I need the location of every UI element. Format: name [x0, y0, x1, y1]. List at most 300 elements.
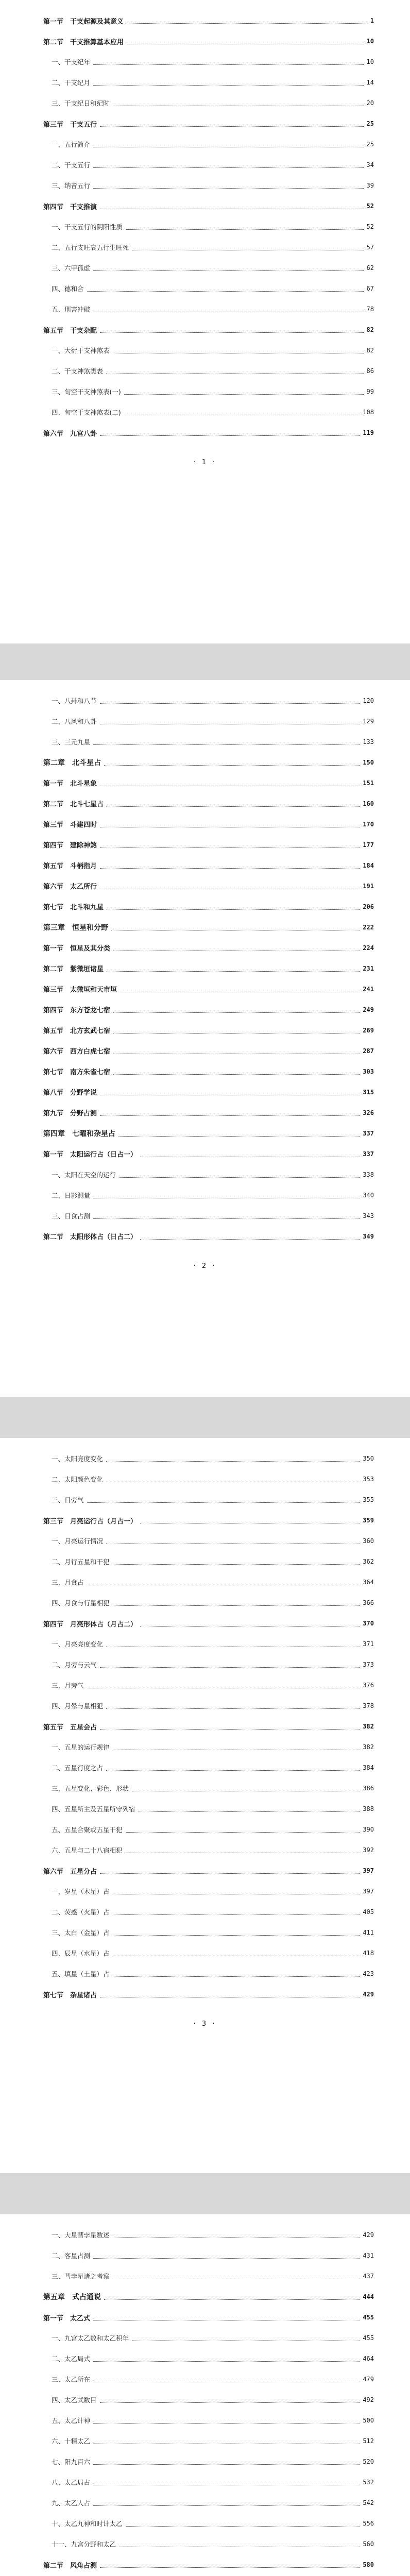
toc-entry-page-number: 388 — [363, 1805, 374, 1813]
toc-entry-title: 二、干支神煞类表 — [52, 367, 104, 375]
leader-dots — [106, 1455, 360, 1462]
toc-entry-title: 八、太乙局占 — [52, 2479, 91, 2487]
leader-dots — [127, 38, 364, 44]
toc-entry-title: 第六节 五星分占 — [43, 1868, 97, 1876]
toc-entry[interactable] — [43, 1211, 374, 1221]
toc-entry[interactable] — [43, 160, 374, 170]
toc-entry[interactable] — [43, 263, 374, 273]
toc-entry-title: 第五节 斗柄指月 — [43, 862, 97, 871]
toc-entry-page-number: 370 — [363, 1620, 374, 1628]
toc-entry-title: 五、刑害冲破 — [52, 306, 91, 313]
toc-entry-page-number: 303 — [363, 1067, 374, 1075]
toc-entry-page-number: 231 — [363, 964, 374, 972]
toc-entry-page-number: 390 — [363, 1826, 374, 1834]
leader-dots — [132, 2335, 360, 2341]
toc-entry-page-number: 353 — [363, 1476, 374, 1483]
leader-dots — [107, 904, 360, 910]
toc-entry[interactable] — [43, 2271, 374, 2281]
toc-entry[interactable] — [43, 943, 374, 953]
toc-entry[interactable] — [43, 1742, 374, 1752]
toc-entry-page-number: 364 — [363, 1579, 374, 1586]
toc-entry-page-number: 119 — [363, 429, 374, 436]
toc-entry[interactable] — [43, 963, 374, 974]
toc-entry[interactable] — [43, 716, 374, 726]
toc-entry-page-number: 129 — [363, 717, 374, 725]
leader-dots — [113, 1744, 360, 1750]
leader-dots — [93, 739, 360, 745]
toc-entry-title: 一、大星彗孛星数述 — [52, 2231, 110, 2240]
toc-entry[interactable] — [43, 77, 374, 88]
leader-dots — [113, 1048, 360, 1054]
leader-dots — [100, 698, 360, 704]
toc-entry[interactable] — [43, 428, 374, 438]
toc-entry[interactable] — [43, 366, 374, 376]
toc-entry-page-number: 150 — [363, 758, 374, 766]
leader-dots — [93, 141, 364, 147]
leader-dots — [87, 285, 364, 292]
leader-dots — [100, 1110, 360, 1116]
toc-entry-page-number: 10 — [366, 38, 374, 45]
toc-entry-title: 一、干支五行的阴阳性质 — [52, 223, 123, 231]
toc-entry-page-number: 224 — [363, 944, 374, 952]
leader-dots — [113, 945, 360, 951]
toc-entry[interactable] — [43, 2374, 374, 2384]
toc-entry-page-number: 397 — [363, 1888, 374, 1895]
toc-entry[interactable] — [43, 1536, 374, 1546]
toc-entry-title: 三、太白（金星）占 — [52, 1929, 110, 1937]
toc-entry-title: 三、旬空干支神煞表(一) — [52, 388, 121, 396]
toc-entry-title: 二、八风和八卦 — [52, 717, 97, 725]
toc-entry-title: 五、太乙计神 — [52, 2417, 91, 2425]
toc-entry-page-number: 360 — [363, 1537, 374, 1545]
toc-entry[interactable] — [43, 1005, 374, 1015]
toc-entry-title: 四、旬空干支神煞表(二) — [52, 409, 121, 416]
toc-entry[interactable] — [43, 1989, 374, 1999]
toc-entry[interactable] — [43, 2230, 374, 2240]
toc-entry[interactable] — [43, 2560, 374, 2570]
toc-entry-page-number: 326 — [363, 1109, 374, 1116]
toc-entry-title: 第七节 南方朱雀七宿 — [43, 1069, 111, 1077]
toc-entry-page-number: 384 — [363, 1764, 374, 1772]
toc-entry-page-number: 392 — [363, 1846, 374, 1854]
leader-dots — [113, 1007, 360, 1013]
toc-entry[interactable] — [43, 2415, 374, 2426]
toc-entry-page-number: 520 — [363, 2458, 374, 2466]
toc-entry-title: 四、月晕与星相犯 — [52, 1702, 104, 1710]
toc-entry[interactable] — [43, 1453, 374, 1464]
toc-entry[interactable] — [43, 1128, 374, 1139]
toc-entry-page-number: 580 — [363, 2561, 374, 2569]
toc-entry-page-number: 418 — [363, 1950, 374, 1957]
toc-entry-title: 三、月旁气 — [52, 1682, 84, 1690]
page-number-footer: · 2 · — [193, 1262, 217, 1270]
toc-entry-page-number: 343 — [363, 1212, 374, 1219]
toc-entry[interactable] — [43, 778, 374, 788]
toc-entry-page-number: 170 — [363, 820, 374, 828]
leader-dots — [100, 862, 360, 869]
toc-entry-title: 三、日旁气 — [52, 1496, 84, 1504]
toc-entry[interactable] — [43, 1762, 374, 1773]
toc-entry-page-number: 378 — [363, 1702, 374, 1710]
toc-entry[interactable] — [43, 1701, 374, 1711]
leader-dots — [119, 2541, 360, 2547]
toc-entry-page-number: 366 — [363, 1599, 374, 1607]
toc-entry[interactable] — [43, 1087, 374, 1097]
toc-entry-title: 第六节 西方白虎七宿 — [43, 1048, 111, 1056]
toc-entry-title: 三、三元九星 — [52, 738, 91, 746]
toc-entry[interactable] — [43, 2456, 374, 2467]
toc-entry[interactable] — [43, 819, 374, 829]
toc-entry-title: 四、太乙式数目 — [52, 2396, 97, 2404]
toc-entry-title: 第四章 七曜和杂星占 — [43, 1129, 115, 1138]
toc-entry[interactable] — [43, 757, 374, 768]
leader-dots — [113, 1027, 360, 1033]
toc-entry-page-number: 133 — [363, 738, 374, 745]
leader-dots — [100, 2562, 360, 2568]
toc-entry[interactable] — [43, 283, 374, 294]
leader-dots — [100, 780, 360, 786]
toc-entry[interactable] — [43, 1066, 374, 1077]
toc-entry-page-number: 492 — [363, 2396, 374, 2404]
toc-entry[interactable] — [43, 2250, 374, 2261]
toc-entry-page-number: 206 — [363, 903, 374, 910]
leader-dots — [111, 924, 360, 930]
toc-entry[interactable] — [43, 407, 374, 417]
leader-dots — [132, 1785, 360, 1791]
leader-dots — [106, 1476, 360, 1482]
toc-entry[interactable] — [43, 1046, 374, 1056]
toc-entry[interactable] — [43, 1495, 374, 1505]
leader-dots — [106, 1641, 360, 1647]
toc-entry-page-number: 269 — [363, 1026, 374, 1034]
toc-entry[interactable] — [43, 15, 374, 26]
leader-dots — [93, 2459, 360, 2465]
toc-entry[interactable] — [43, 881, 374, 891]
toc-entry-page-number: 177 — [363, 841, 374, 849]
leader-dots — [93, 1213, 360, 1219]
leader-dots — [140, 1517, 360, 1523]
toc-entry-page-number: 382 — [363, 1723, 374, 1731]
toc-entry-title: 二、客星占测 — [52, 2252, 91, 2260]
toc-entry-title: 一、干支纪年 — [52, 58, 91, 66]
toc-entry-title: 第九节 分野占测 — [43, 1110, 97, 1118]
toc-entry[interactable] — [43, 2539, 374, 2549]
toc-entry[interactable] — [43, 222, 374, 232]
toc-entry-page-number: 315 — [363, 1088, 374, 1096]
toc-entry-page-number: 78 — [366, 306, 374, 313]
leader-dots — [127, 18, 367, 24]
toc-entry-page-number: 337 — [363, 1129, 374, 1137]
leader-dots — [93, 2479, 360, 2485]
leader-dots — [93, 1192, 360, 1198]
toc-entry-page-number: 52 — [366, 202, 374, 210]
leader-dots — [140, 1233, 360, 1240]
page-number-footer: · 1 · — [193, 459, 217, 466]
leader-dots — [93, 2252, 360, 2259]
toc-entry-page-number: 437 — [363, 2273, 374, 2280]
toc-entry-page-number: 151 — [363, 779, 374, 787]
toc-entry-page-number: 20 — [366, 99, 374, 107]
leader-dots — [100, 430, 360, 436]
toc-entry[interactable] — [43, 1474, 374, 1484]
toc-entry[interactable] — [43, 2436, 374, 2446]
toc-entry[interactable] — [43, 2353, 374, 2364]
toc-entry[interactable] — [43, 1515, 374, 1526]
toc-entry-title: 三、月食占 — [52, 1579, 84, 1587]
toc-entry[interactable] — [43, 902, 374, 912]
leader-dots — [100, 842, 360, 848]
toc-entry[interactable] — [43, 1170, 374, 1180]
leader-dots — [93, 265, 364, 271]
toc-entry-page-number: 560 — [363, 2540, 374, 2548]
toc-entry[interactable] — [43, 386, 374, 397]
toc-entry-title: 七、阳九百六 — [52, 2458, 91, 2466]
toc-entry-title: 三、六甲孤虚 — [52, 264, 91, 272]
toc-entry-title: 第二节 风角占测 — [43, 2562, 97, 2570]
toc-page — [0, 0, 410, 643]
toc-entry[interactable] — [43, 242, 374, 252]
toc-entry-title: 第三节 月亮运行占（月占一） — [43, 1517, 138, 1526]
toc-entry[interactable] — [43, 139, 374, 149]
toc-entry[interactable] — [43, 2292, 374, 2302]
leader-dots — [93, 182, 364, 189]
toc-entry[interactable] — [43, 1598, 374, 1608]
toc-entry-page-number: 371 — [363, 1640, 374, 1648]
toc-entry-title: 第八节 分野学说 — [43, 1089, 97, 1097]
toc-entry-title: 二、干支五行 — [52, 161, 91, 169]
toc-entry-page-number: 359 — [363, 1517, 374, 1524]
toc-entry-page-number: 500 — [363, 2417, 374, 2425]
leader-dots — [113, 347, 364, 353]
leader-dots — [126, 1826, 360, 1833]
toc-entry[interactable] — [43, 98, 374, 108]
toc-entry-title: 第七节 杂星诸占 — [43, 1991, 97, 1999]
toc-entry-title: 三、彗孛星诸之考察 — [52, 2273, 110, 2281]
toc-entry[interactable] — [43, 2312, 374, 2323]
toc-entry[interactable] — [43, 1845, 374, 1855]
leader-dots — [113, 1600, 360, 1606]
toc-entry[interactable] — [43, 1577, 374, 1587]
toc-entry-page-number: 355 — [363, 1496, 374, 1504]
toc-entry-title: 一、五星的运行规律 — [52, 1743, 110, 1752]
leader-dots — [139, 1806, 360, 1812]
leader-dots — [119, 1172, 360, 1178]
toc-entry-title: 一、五行简介 — [52, 141, 91, 148]
toc-entry-page-number: 411 — [363, 1929, 374, 1937]
toc-entry[interactable] — [43, 2395, 374, 2405]
leader-dots — [106, 368, 364, 374]
leader-dots — [100, 203, 364, 209]
toc-entry[interactable] — [43, 1927, 374, 1938]
toc-entry-title: 第四节 东方苍龙七宿 — [43, 1007, 111, 1015]
toc-entry-title: 二、太阳颜色变化 — [52, 1476, 104, 1484]
toc-entry-page-number: 429 — [363, 2231, 374, 2239]
toc-entry-title: 第四节 干支推演 — [43, 203, 97, 211]
toc-entry-page-number: 191 — [363, 882, 374, 890]
toc-entry[interactable] — [43, 1804, 374, 1814]
leader-dots — [113, 1950, 360, 1956]
toc-entry[interactable] — [43, 1969, 374, 1979]
toc-entry-title: 二、太乙局式 — [52, 2355, 91, 2363]
toc-entry-page-number: 542 — [363, 2499, 374, 2507]
toc-entry-page-number: 25 — [366, 120, 374, 127]
leader-dots — [107, 965, 360, 972]
leader-dots — [93, 59, 364, 65]
toc-entry[interactable] — [43, 1025, 374, 1036]
leader-dots — [140, 1620, 360, 1626]
toc-entry-page-number: 512 — [363, 2437, 374, 2445]
toc-entry[interactable] — [43, 2518, 374, 2529]
toc-entry[interactable] — [43, 180, 374, 191]
leader-dots — [100, 718, 360, 724]
toc-entry[interactable] — [43, 201, 374, 211]
toc-entry-title: 五、五星合聚或五星干犯 — [52, 1826, 123, 1834]
toc-entry-page-number: 25 — [366, 141, 374, 148]
toc-entry-title: 二、月行五星和干犯 — [52, 1558, 110, 1566]
toc-entry[interactable] — [43, 1721, 374, 1732]
toc-entry[interactable] — [43, 1824, 374, 1835]
toc-entry-title: 第五章 式占通说 — [43, 2293, 101, 2302]
toc-entry-page-number: 34 — [366, 161, 374, 168]
toc-entry-title: 第二节 北斗七星占 — [43, 801, 104, 809]
toc-entry[interactable] — [43, 1639, 374, 1649]
toc-entry[interactable] — [43, 1149, 374, 1159]
leader-dots — [113, 100, 364, 106]
toc-entry[interactable] — [43, 1556, 374, 1567]
toc-entry[interactable] — [43, 1190, 374, 1200]
toc-entry-title: 第一节 恒星及其分类 — [43, 945, 111, 953]
leader-dots — [113, 2273, 360, 2279]
toc-entry[interactable] — [43, 1907, 374, 1917]
toc-entry-title: 一、太阳亮度变化 — [52, 1455, 104, 1463]
toc-entry[interactable] — [43, 57, 374, 67]
toc-entry-page-number: 86 — [366, 367, 374, 375]
leader-dots — [100, 821, 360, 827]
toc-entry-title: 二、五星行度之占 — [52, 1764, 104, 1772]
toc-entry-title: 十一、九宫分野和太乙 — [52, 2540, 116, 2549]
toc-entry[interactable] — [43, 1108, 374, 1118]
toc-entry-title: 一、八卦和八节 — [52, 697, 97, 705]
leader-dots — [100, 327, 364, 333]
toc-entry[interactable] — [43, 840, 374, 850]
toc-entry-page-number: 479 — [363, 2376, 374, 2383]
leader-dots — [93, 306, 364, 312]
toc-entry-page-number: 82 — [366, 347, 374, 354]
leader-dots — [113, 1909, 360, 1915]
toc-entry-page-number: 184 — [363, 861, 374, 869]
leader-dots — [113, 1069, 360, 1075]
toc-entry[interactable] — [43, 118, 374, 129]
leader-dots — [87, 1579, 360, 1585]
toc-entry-title: 四、五星所主及五星所守列宿 — [52, 1805, 135, 1814]
toc-entry-page-number: 464 — [363, 2355, 374, 2363]
toc-entry[interactable] — [43, 696, 374, 706]
toc-entry[interactable] — [43, 1618, 374, 1629]
toc-entry-page-number: 241 — [363, 985, 374, 993]
toc-entry[interactable] — [43, 1659, 374, 1670]
toc-entry-title: 四、辰星（水星）占 — [52, 1950, 110, 1958]
toc-entry-page-number: 429 — [363, 1991, 374, 1998]
toc-entry-title: 第二章 北斗星占 — [43, 758, 101, 767]
toc-entry-page-number: 82 — [366, 326, 374, 333]
toc-entry-page-number: 386 — [363, 1785, 374, 1792]
toc-entry-page-number: 340 — [363, 1191, 374, 1199]
leader-dots — [93, 162, 364, 168]
toc-entry-page-number: 14 — [366, 79, 374, 86]
toc-entry-title: 二、日影测量 — [52, 1191, 91, 1199]
toc-entry-page-number: 373 — [363, 1661, 374, 1669]
leader-dots — [107, 801, 360, 807]
page-number-footer: · 3 · — [193, 2020, 217, 2028]
toc-entry[interactable] — [43, 922, 374, 933]
toc-entry-title: 四、德和合 — [52, 285, 84, 293]
leader-dots — [104, 2294, 360, 2300]
toc-entry-title: 三、日食占测 — [52, 1212, 91, 1220]
toc-entry-title: 第五节 干支杂配 — [43, 327, 97, 335]
toc-entry-page-number: 376 — [363, 1682, 374, 1689]
leader-dots — [93, 2355, 360, 2362]
toc-entry-title: 第三节 斗建四时 — [43, 821, 97, 829]
toc-entry[interactable] — [43, 2333, 374, 2343]
toc-entry-page-number: 62 — [366, 264, 374, 272]
toc-entry[interactable] — [43, 2477, 374, 2487]
toc-entry[interactable] — [43, 860, 374, 871]
toc-entry-page-number: 397 — [363, 1867, 374, 1875]
toc-entry[interactable] — [43, 1866, 374, 1876]
toc-entry-title: 一、大衍干支神煞表 — [52, 347, 110, 354]
toc-entry[interactable] — [43, 984, 374, 994]
toc-entry[interactable] — [43, 2498, 374, 2508]
leader-dots — [93, 2417, 360, 2424]
toc-entry-page-number: 349 — [363, 1232, 374, 1240]
toc-entry[interactable] — [43, 1948, 374, 1958]
toc-entry-page-number: 423 — [363, 1970, 374, 1978]
leader-dots — [87, 1497, 360, 1503]
leader-dots — [100, 1991, 360, 1997]
toc-entry-page-number: 444 — [363, 2293, 374, 2301]
leader-dots — [113, 1888, 360, 1894]
toc-entry-page-number: 160 — [363, 800, 374, 807]
toc-entry-page-number: 431 — [363, 2252, 374, 2260]
toc-entry[interactable] — [43, 345, 374, 355]
toc-entry[interactable] — [43, 325, 374, 335]
leader-dots — [93, 2314, 360, 2320]
leader-dots — [126, 1847, 360, 1853]
toc-entry-page-number: 337 — [363, 1150, 374, 1158]
toc-entry[interactable] — [43, 799, 374, 809]
toc-entry[interactable] — [43, 1886, 374, 1896]
leader-dots — [124, 409, 360, 415]
leader-dots — [100, 1723, 360, 1730]
toc-entry-page-number: 249 — [363, 1006, 374, 1013]
leader-dots — [118, 1130, 360, 1137]
toc-entry[interactable] — [43, 36, 374, 46]
toc-entry-title: 三、五星变化、彩色、形状 — [52, 1785, 129, 1793]
toc-entry[interactable] — [43, 737, 374, 747]
toc-entry-title: 三、纳音五行 — [52, 182, 91, 190]
toc-entry-title: 二、月旁与云气 — [52, 1661, 97, 1669]
toc-entry[interactable] — [43, 304, 374, 314]
toc-entry-page-number: 338 — [363, 1171, 374, 1178]
toc-entry[interactable] — [43, 1680, 374, 1690]
leader-dots — [104, 759, 360, 766]
leader-dots — [113, 2232, 360, 2238]
toc-entry[interactable] — [43, 1231, 374, 1242]
toc-entry[interactable] — [43, 1783, 374, 1793]
leader-dots — [113, 1558, 360, 1565]
leader-dots — [100, 2397, 360, 2403]
toc-entry-title: 二、干支纪月 — [52, 79, 91, 87]
